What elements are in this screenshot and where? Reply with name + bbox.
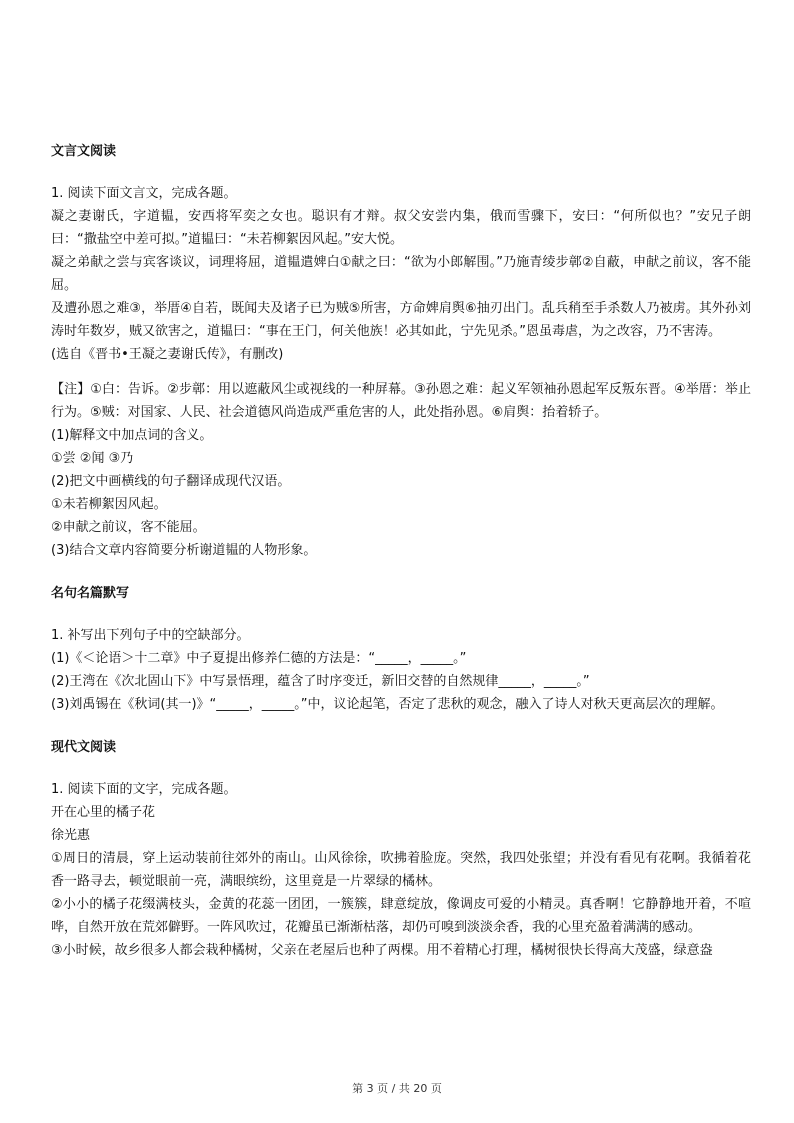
article-author: 徐光惠 bbox=[51, 828, 91, 843]
dictation-line: (1)《＜论语＞十二章》中子夏提出修养仁德的方法是：“_____，_____。” bbox=[51, 651, 467, 666]
paragraph: 及遭孙恩之难③，举厝④自若，既闻夫及诸子已为贼⑤所害，方命婢肩舆⑥抽刃出门。乱兵稍至手杀数人乃被虏。其外孙刘涛时年数岁，贼又欲害之，道韫曰：“事在王门，何关他族！必其如此，宁先见杀。”恩虽毒虐，为之改容，乃不害涛。 bbox=[51, 301, 751, 339]
section-title-classical: 文言文阅读 bbox=[51, 144, 117, 159]
paragraph: ②小小的橘子花缀满枝头，金黄的花蕊一团团，一簇簇，肆意绽放，像调皮可爱的小精灵。真香啊！它静静地开着，不喧哗，自然开放在荒郊僻野。一阵风吹过，花瓣虽已渐渐枯落，却仍可嗅到淡淡余香，我的心里充盈着满满的感动。 bbox=[51, 897, 751, 935]
paragraph: ③小时候，故乡很多人都会栽种橘树，父亲在老屋后也种了两棵。用不着精心打理，橘树很快长得高大茂盛，绿意盎 bbox=[51, 943, 713, 958]
page-footer: 第 3 页 / 共 20 页 bbox=[352, 1082, 442, 1095]
sub-question: (1)解释文中加点词的含义。 bbox=[51, 428, 213, 443]
sub-question-item: ②申献之前议，客不能屈。 bbox=[51, 520, 206, 535]
paragraph: ①周日的清晨，穿上运动装前往郊外的南山。山风徐徐，吹拂着脸庞。突然，我四处张望；并没有看见有花啊。我循着花香一路寻去，顿觉眼前一亮，满眼缤纷，这里竟是一片翠绿的橘林。 bbox=[51, 851, 751, 889]
source-citation: (选自《晋书•王凝之妻谢氏传》，有删改) bbox=[51, 347, 284, 362]
question-label: 1. 补写出下列句子中的空缺部分。 bbox=[51, 628, 250, 643]
question-label: 1. 阅读下面的文字，完成各题。 bbox=[51, 782, 237, 797]
sub-question: (3)结合文章内容简要分析谢道韫的人物形象。 bbox=[51, 543, 317, 558]
question-label: 1. 阅读下面文言文，完成各题。 bbox=[51, 186, 237, 201]
sub-question: (2)把文中画横线的句子翻译成现代汉语。 bbox=[51, 474, 291, 489]
dictation-line: (3)刘禹锡在《秋词(其一)》“_____，_____。”中，议论起笔，否定了悲秋的观念，融入了诗人对秋天更高层次的理解。 bbox=[51, 697, 724, 712]
dictation-line: (2)王湾在《次北固山下》中写景悟理，蕴含了时序变迁，新旧交替的自然规律_____，_____。” bbox=[51, 674, 590, 689]
section-title-dictation: 名句名篇默写 bbox=[51, 586, 130, 601]
section-title-modern: 现代文阅读 bbox=[51, 740, 117, 755]
annotation-note: 【注】①白：告诉。②步鄣：用以遮蔽风尘或视线的一种屏幕。③孙恩之难：起义军领袖孙恩起军反叛东晋。④举厝：举止行为。⑤贼：对国家、人民、社会道德风尚造成严重危害的人，此处指孙恩。⑥肩舆：抬着轿子。 bbox=[51, 382, 751, 420]
paragraph: 凝之弟献之尝与宾客谈议，词理将屈，道韫遣婢白①献之曰：“欲为小郎解围。”乃施青绫步鄣②自蔽，申献之前议，客不能屈。 bbox=[51, 255, 751, 293]
document-content bbox=[51, 142, 751, 962]
article-title: 开在心里的橘子花 bbox=[51, 805, 156, 820]
paragraph: 凝之妻谢氏，字道韫，安西将军奕之女也。聪识有才辩。叔父安尝内集，俄而雪骤下，安曰：“何所似也？”安兄子朗曰：“撒盐空中差可拟。”道韫曰：“未若柳絮因风起。”安大悦。 bbox=[51, 209, 751, 247]
sub-question-item: ①未若柳絮因风起。 bbox=[51, 497, 167, 512]
sub-question-items: ①尝 ②闻 ③乃 bbox=[51, 451, 134, 466]
